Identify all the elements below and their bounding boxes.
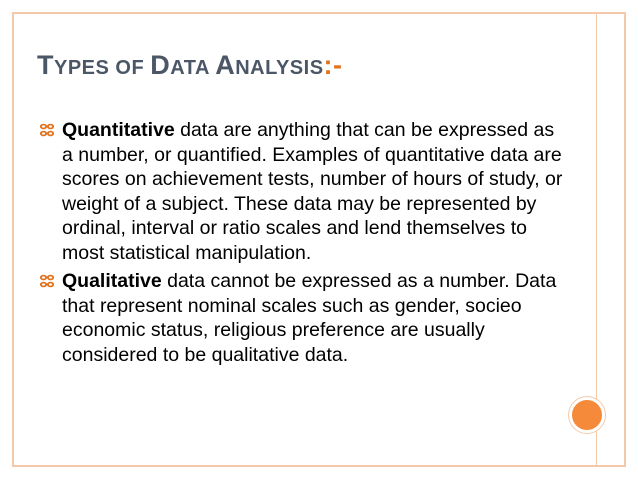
title-letter: T (37, 50, 54, 80)
title-letter: A (215, 50, 236, 80)
bullet-item-qualitative (38, 269, 568, 367)
bullet-term: Qualitative (62, 270, 162, 292)
title-punctuation: :- (323, 50, 343, 80)
decorative-circle (569, 397, 605, 433)
bullet-text: data are anything that can be expressed as a number, or quantified. Examples of quantitative data are scores on achievement tests, number of hours of study, or weight of a subject. These data may be represented by ordinal, interval or ratio scales and lend themselves to most statistical manipulation. (62, 119, 563, 264)
slide-content (38, 118, 568, 371)
four-leaf-bullet-icon (38, 122, 56, 138)
four-leaf-bullet-icon (38, 273, 56, 289)
title-letter: D (150, 50, 171, 80)
bullet-text: data cannot be expressed as a number. Data that represent nominal scales such as gender, socieo economic status, religious preference are usually considered to be qualitative data. (62, 270, 557, 366)
title-text: NALYSIS (235, 57, 324, 79)
slide-title (37, 50, 557, 81)
title-text: YPES OF (54, 57, 151, 79)
bullet-item-quantitative (38, 118, 568, 265)
title-text: ATA (170, 57, 216, 79)
bullet-term: Quantitative (62, 119, 175, 141)
